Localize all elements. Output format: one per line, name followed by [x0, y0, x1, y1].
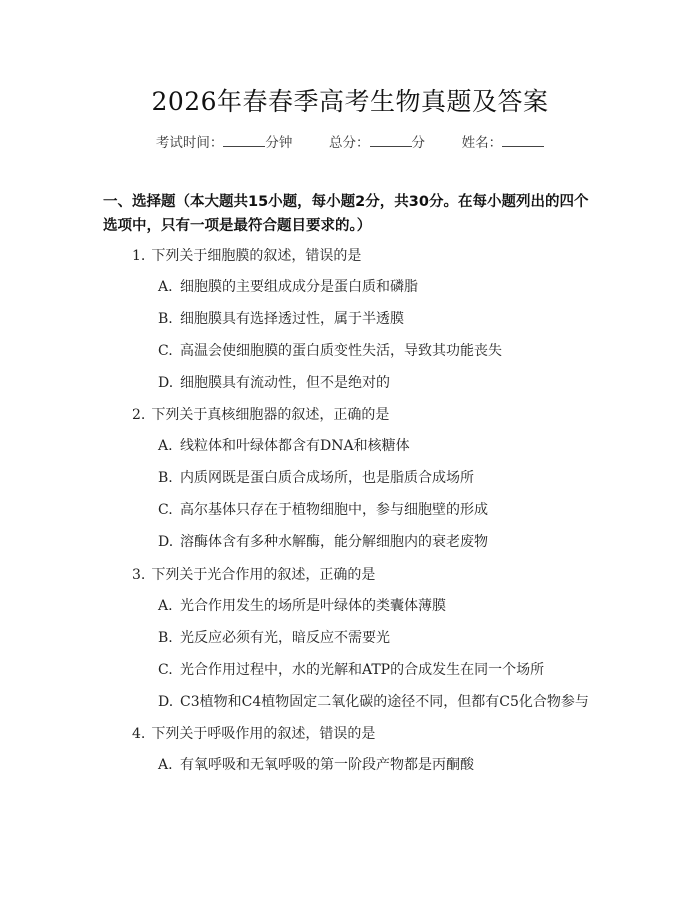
question-number: 3. [132, 567, 146, 583]
question-1-option-c [158, 340, 502, 360]
option-label: B. [158, 630, 173, 646]
question-1-option-d [158, 372, 390, 392]
score-unit: 分 [411, 135, 425, 151]
question-1-option-b [158, 308, 404, 328]
option-text: 细胞膜的主要组成成分是蛋白质和磷脂 [180, 279, 418, 295]
question-2-option-b [158, 467, 474, 487]
question-2-option-c [158, 499, 488, 519]
question-number: 2. [132, 407, 146, 423]
question-3-option-d [158, 691, 589, 711]
option-label: A. [158, 438, 173, 454]
option-text: 细胞膜具有流动性，但不是绝对的 [180, 375, 390, 391]
option-label: C. [158, 662, 173, 678]
question-1-option-a [158, 276, 418, 296]
option-text: 光反应必须有光，暗反应不需要光 [180, 630, 390, 646]
score-blank [370, 134, 412, 147]
section-heading: 一、选择题（本大题共15小题，每小题2分，共30分。在每小题列出的四个选项中，只有一项是最符合题目要求的。） [103, 194, 589, 234]
question-3 [132, 564, 375, 584]
option-label: A. [158, 598, 173, 614]
exam-time-label: 考试时间： [155, 135, 224, 151]
option-text: 有氧呼吸和无氧呼吸的第一阶段产物都是丙酮酸 [180, 757, 474, 773]
question-1 [132, 245, 361, 265]
question-3-option-a [158, 595, 446, 615]
question-4 [132, 723, 375, 743]
option-label: B. [158, 311, 173, 327]
option-label: C. [158, 343, 173, 359]
name-blank [502, 134, 544, 147]
option-label: C. [158, 502, 173, 518]
question-2-option-d [158, 531, 488, 551]
option-label: A. [158, 757, 173, 773]
exam-time-unit: 分钟 [265, 135, 293, 151]
question-4-option-a [158, 754, 474, 774]
option-text: 高温会使细胞膜的蛋白质变性失活，导致其功能丧失 [180, 343, 502, 359]
exam-time-blank [223, 134, 265, 147]
option-label: B. [158, 470, 173, 486]
question-text: 下列关于呼吸作用的叙述，错误的是 [151, 726, 376, 742]
option-text: 线粒体和叶绿体都含有DNA和核糖体 [180, 438, 410, 454]
question-text: 下列关于真核细胞器的叙述，正确的是 [151, 407, 390, 423]
question-3-option-b [158, 627, 390, 647]
page-title: 2026年春春季高考生物真题及答案 [151, 87, 549, 116]
option-label: D. [158, 694, 174, 710]
option-text: 光合作用过程中，水的光解和ATP的合成发生在同一个场所 [180, 662, 545, 678]
option-label: D. [158, 375, 174, 391]
question-2 [132, 404, 389, 424]
question-3-option-c [158, 659, 544, 679]
option-text: C3植物和C4植物固定二氧化碳的途径不同，但都有C5化合物参与 [180, 694, 589, 710]
option-text: 光合作用发生的场所是叶绿体的类囊体薄膜 [180, 598, 446, 614]
option-text: 细胞膜具有选择透过性，属于半透膜 [180, 311, 404, 327]
question-number: 4. [132, 726, 146, 742]
question-2-option-a [158, 435, 410, 455]
exam-meta-line [0, 131, 700, 151]
option-label: A. [158, 279, 173, 295]
question-number: 1. [132, 248, 146, 264]
option-text: 溶酶体含有多种水解酶，能分解细胞内的衰老废物 [180, 534, 488, 550]
option-label: D. [158, 534, 174, 550]
option-text: 高尔基体只存在于植物细胞中，参与细胞壁的形成 [180, 502, 488, 518]
question-text: 下列关于光合作用的叙述，正确的是 [151, 567, 376, 583]
score-label: 总分： [329, 135, 370, 151]
name-label: 姓名： [461, 135, 503, 151]
option-text: 内质网既是蛋白质合成场所，也是脂质合成场所 [180, 470, 474, 486]
question-text: 下列关于细胞膜的叙述，错误的是 [151, 248, 362, 264]
